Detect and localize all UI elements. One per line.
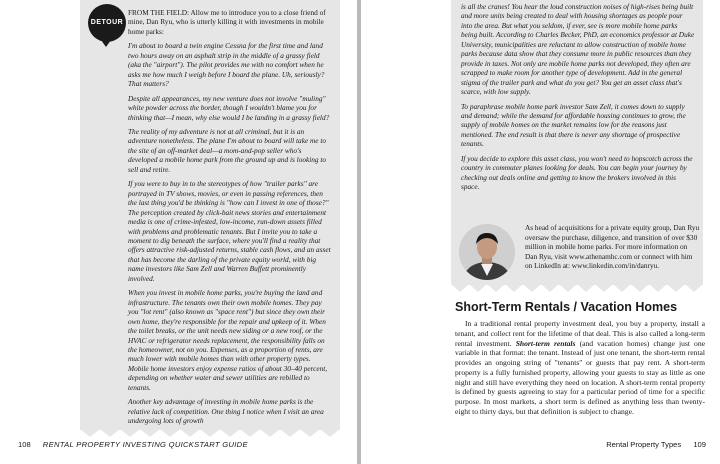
- sidebar-paragraph: The reality of my adventure is not at all criminal, but it is an adventure nonetheless. The plane I'm about to board will take me to the site of an off-market deal—a mom-and-pop seller who's developed a mobile home park from the ground up and is looking to sell and retire.: [128, 126, 327, 174]
- author-bio-paragraph: As head of acquisitions for a private equity group, Dan Ryu oversaw the purchase, diligence, and transition of over $30 million in mobile home parks. For more information on Dan Ryu, visit www.athenamhc.com or connect with him on LinkedIn at: www.linkedin.com/in/danryu.: [525, 223, 700, 270]
- zigzag-edge: [80, 429, 340, 437]
- section-body: [455, 319, 705, 417]
- person-portrait-icon: [459, 224, 515, 280]
- sidebar-paragraph: I'm about to board a twin engine Cessna for the first time and land two hours away on an asphalt strip in the middle of a grassy field (aka the "airport"). The pilot provides me with no comfort when he asks me how much I weigh before I board the plane. Uh, seriously? That matters?: [128, 41, 325, 89]
- author-photo: [459, 224, 515, 280]
- section-heading: Short-Term Rentals / Vacation Homes: [455, 300, 678, 314]
- left-footer: [18, 440, 248, 449]
- sidebar-intro: [128, 8, 332, 36]
- section-body-start: In a traditional rental property investment deal, you buy a property, install a tenant, and collect rent for the lifetime of that deal. This is also called a long-term rental investment.: [455, 319, 705, 348]
- detour-sidebar: [80, 0, 340, 430]
- detour-sidebar-continued: [451, 0, 703, 285]
- book-title: RENTAL PROPERTY INVESTING QUICKSTART GUIDE: [42, 440, 248, 449]
- section-body-emphasis: Short-term rentals: [515, 338, 576, 348]
- sidebar-text: [461, 2, 695, 197]
- sidebar-paragraph: When you invest in mobile home parks, you're buying the land and infrastructure. The tenants own their own mobile homes. They pay you "lot rent" (also known as "space rent") but since they own their own home, they're responsible for the repair and upkeep of it. When the toilet breaks, or the unit needs new siding or a new roof, or the HVAC or refrigerator needs replacement, the responsibility falls on the homeowner, not on you. Expenses, as a proportion of rents, are much lower with mobile homes than with other property types. Mobile home investors enjoy expense ratios of about 30–40 percent, depending on whether water and sewer utilities are rebilled to tenants.: [128, 288, 328, 392]
- sidebar-paragraph: Another key advantage of investing in mobile home parks is the relative lack of competition. One thing I notice when I visit an area undergoing lots of growth: [128, 397, 324, 426]
- page-number: 108: [18, 440, 31, 449]
- sidebar-text: [128, 8, 332, 431]
- badge-pointer-icon: [101, 40, 111, 47]
- sidebar-paragraph: is all the cranes! You hear the loud construction noises of high-rises being built and more units being created to deal with housing shortages as people pour into the area. But what you seldom, if ever, see is more mobile home parks being built. According to Charles Becker, PhD, an economics professor at Duke University, municipalities are reluctant to allow construction of mobile home parks because data show that they consume more in public resources than they provide in taxes. Not only are mobile home parks not developed, they often are scrapped to make room for another type of development. Add in the general stigma of the trailer park and what do you get? You get an asset class that's scarce, with low supply.: [461, 2, 695, 97]
- right-footer: [606, 440, 706, 449]
- right-page: [361, 0, 720, 464]
- sidebar-paragraph: If you were to buy in to the stereotypes of how "trailer parks" are portrayed in TV shows, movies, or even in passing references, then the last thing you'd be thinking is "how can I invest in one of those?" The perception created by click-bait news stories and entertainment media is one of crime-infested, low-income, run-down assets filled with problems and problematic tenants. But I invite you to take a moment to dig beneath the surface, where you'll find a reality that offers attractive risk-adjusted returns, stable cash flows, and an asset that has become the darling of the private equity world, with big name investors like Sam Zell and Warren Buffett prominently involved.: [128, 179, 331, 283]
- sidebar-paragraph: To paraphrase mobile home park investor Sam Zell, it comes down to supply and demand; while the demand for affordable housing continues to grow, the supply of mobile homes on the market remains low for the reasons just mentioned. The end result is that there is never any shortage of prospective tenants.: [461, 101, 686, 149]
- author-bio-text: [525, 223, 701, 271]
- detour-badge: [88, 4, 126, 42]
- zigzag-edge: [451, 284, 703, 292]
- sidebar-paragraph: If you decide to explore this asset class, you won't need to hopscotch across the country in commuter planes looking for deals. You can begin your journey by checking out deals online and getting to know the brokers involved in this space.: [461, 153, 693, 192]
- page-number: 109: [693, 440, 706, 449]
- detour-badge-label: DETOUR: [90, 19, 124, 26]
- left-page: [0, 0, 357, 464]
- section-name: Rental Property Types: [606, 440, 682, 449]
- sidebar-intro-lead: FROM THE FIELD:: [128, 8, 190, 17]
- sidebar-paragraph: Despite all appearances, my new venture does not involve "muling" white powder across the border, though I wouldn't blame you for thinking that—I mean, why else would I be landing in a grassy field?: [128, 93, 330, 122]
- section-body-end: (and vacation homes) change just one variable in that format: the tenant. Instead of just one tenant, the short-term rental provides an ongoing string of "tenants" or guests that pay rent. A short-term property is a fully furnished property, allowing your guests to stay as little as one night and still have everything they need on location. A short-term rental property is defined by guests agreeing to stay for a particular period of time for a specific purpose. In most markets, a short term is defined as anything less than twenty-eight to thirty days, but that definition is subject to change.: [455, 338, 706, 416]
- sidebar-intro-rest: Allow me to introduce you to a close friend of mine, Dan Ryu, who is utterly killing it with investments in mobile home parks:: [128, 8, 326, 36]
